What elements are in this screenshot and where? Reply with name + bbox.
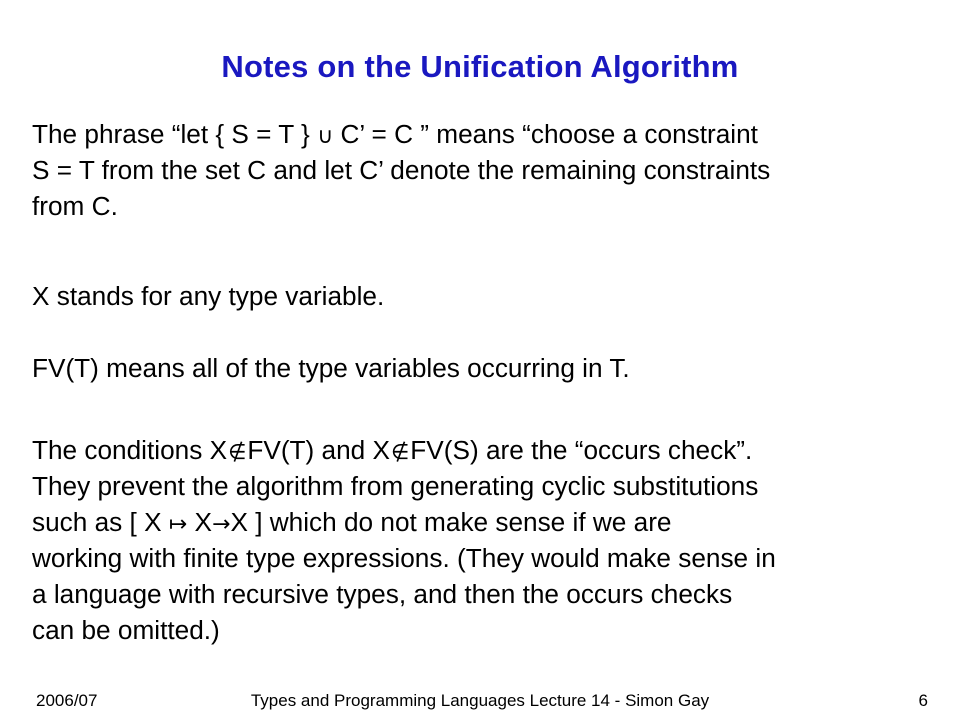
text-segment: FV(S) are the “occurs check”. [410,435,753,465]
text-line: from C. [32,191,118,221]
text-line: working with finite type expressions. (They would make sense in [32,543,776,573]
text-line [32,116,944,152]
union-symbol: ∪ [317,124,334,149]
text-line: a language with recursive types, and then the occurs checks [32,579,733,609]
paragraph-free-variables [32,350,944,386]
arrow-symbol: → [212,512,231,537]
paragraph-let-notation [32,116,944,224]
paragraph-occurs-check [32,432,944,648]
text-segment: C’ = C ” means “choose a constraint [340,119,758,149]
not-element-symbol: ∉ [391,440,410,464]
text-segment: X ] which do not make sense if we are [230,507,672,537]
text-segment: FV(T) and X [247,435,390,465]
paragraph-type-variable [32,278,944,314]
mapsto-symbol: ↦ [168,512,188,537]
text-segment: X [194,507,213,537]
slide-number: 6 [918,691,928,710]
text-line: S = T from the set C and let C’ denote the remaining constraints [32,155,771,185]
text-line [32,432,944,468]
slide-title: Notes on the Unification Algorithm [221,49,739,84]
not-element-symbol: ∉ [228,440,247,464]
text-line: FV(T) means all of the type variables occurring in T. [32,353,630,383]
text-line: They prevent the algorithm from generating cyclic substitutions [32,471,759,501]
text-line [32,504,944,540]
footer-date: 2006/07 [36,691,98,710]
text-segment: such as [ X [32,507,162,537]
text-segment: The phrase “let { S = T } [32,119,310,149]
text-line: can be omitted.) [32,615,220,645]
footer-course-title: Types and Programming Languages Lecture 14 - Simon Gay [250,691,710,710]
text-line: X stands for any type variable. [32,281,385,311]
text-segment: The conditions X [32,435,228,465]
